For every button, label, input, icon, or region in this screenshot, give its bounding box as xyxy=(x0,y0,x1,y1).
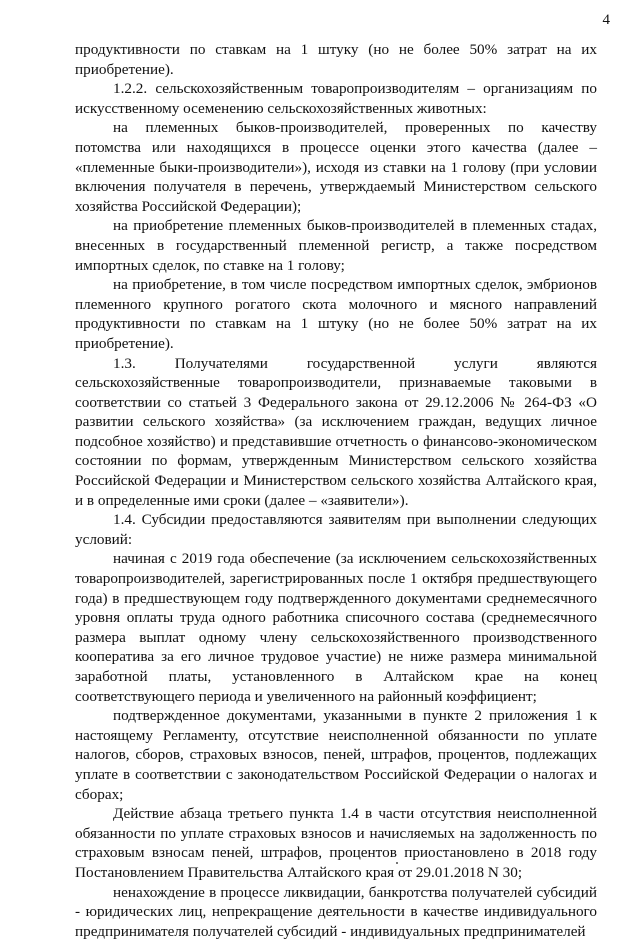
paragraph: ненахождение в процессе ликвидации, банкротства получателей субсидий - юридических лиц, непрекращение деятельности в качестве индивидуального предпринимателя получателей субсидий - индивидуальных предпринимателей xyxy=(75,883,597,940)
document-body xyxy=(75,40,597,941)
paragraph: на племенных быков-производителей, проверенных по качеству потомства или находящихся в процессе оценки этого качества (далее – «племенные быки-производители»), исходя из ставки на 1 голову (при условии включения получателя в перечень, утверждаемый Министерством сельского хозяйства Российской Федерации); xyxy=(75,119,597,215)
paragraph: продуктивности по ставкам на 1 штуку (но не более 50% затрат на их приобретение). xyxy=(75,41,597,78)
paragraph: на приобретение, в том числе посредством импортных сделок, эмбрионов племенного крупного рогатого скота молочного и мясного направлений продуктивности по ставкам на 1 штуку (но не более 50% затрат на их приобретение). xyxy=(75,276,597,352)
paragraph: на приобретение племенных быков-производителей в племенных стадах, внесенных в государственный племенной регистр, а также посредством импортных сделок, по ставке на 1 голову; xyxy=(75,217,597,274)
paragraph: начиная с 2019 года обеспечение (за исключением сельскохозяйственных товаропроизводителей, зарегистрированных после 1 октября предшествующего года) в предшествующем году подтвержденного документами среднемесячного уровня оплаты труда одного работника списочного состава (среднемесячного размера выплат одному члену сельскохозяйственного производственного кооператива за его личное трудовое участие) не ниже размера минимальной заработной платы, установленного в Алтайском крае на конец соответствующего периода и увеличенного на районный коэффициент; xyxy=(75,550,597,705)
paragraph: подтвержденное документами, указанными в пункте 2 приложения 1 к настоящему Регламенту, отсутствие неисполненной обязанности по уплате налогов, сборов, страховых взносов, пеней, штрафов, процентов, подлежащих уплате в соответствии с законодательством Российской Федерации о налогах и сборах; xyxy=(75,707,597,803)
page-number: 4 xyxy=(602,12,610,28)
scan-speck xyxy=(396,862,398,864)
paragraph: 1.3. Получателями государственной услуги являются сельскохозяйственные товаропроизводители, признаваемые таковыми в соответствии со статьей 3 Федерального закона от 29.12.2006 № 264-ФЗ «О развитии сельского хозяйства» (за исключением граждан, ведущих личное подсобное хозяйство) и представившие отчетность о финансово-экономическом состоянии по формам, утвержденным Министерством сельского хозяйства Российской Федерации и Министерством сельского хозяйства Алтайского края, и в определенные ими сроки (далее – «заявители»). xyxy=(75,354,597,509)
paragraph: 1.2.2. сельскохозяйственным товаропроизводителям – организациям по искусственному осеменению сельскохозяйственных животных: xyxy=(75,80,597,117)
paragraph: 1.4. Субсидии предоставляются заявителям при выполнении следующих условий: xyxy=(75,511,597,548)
paragraph: Действие абзаца третьего пункта 1.4 в части отсутствия неисполненной обязанности по уплате страховых взносов и начисляемых на задолженность по страховым взносам пеней, штрафов, процентов приостановлено в 2018 году Постановлением Правительства Алтайского края от 29.01.2018 N 30; xyxy=(75,805,597,881)
